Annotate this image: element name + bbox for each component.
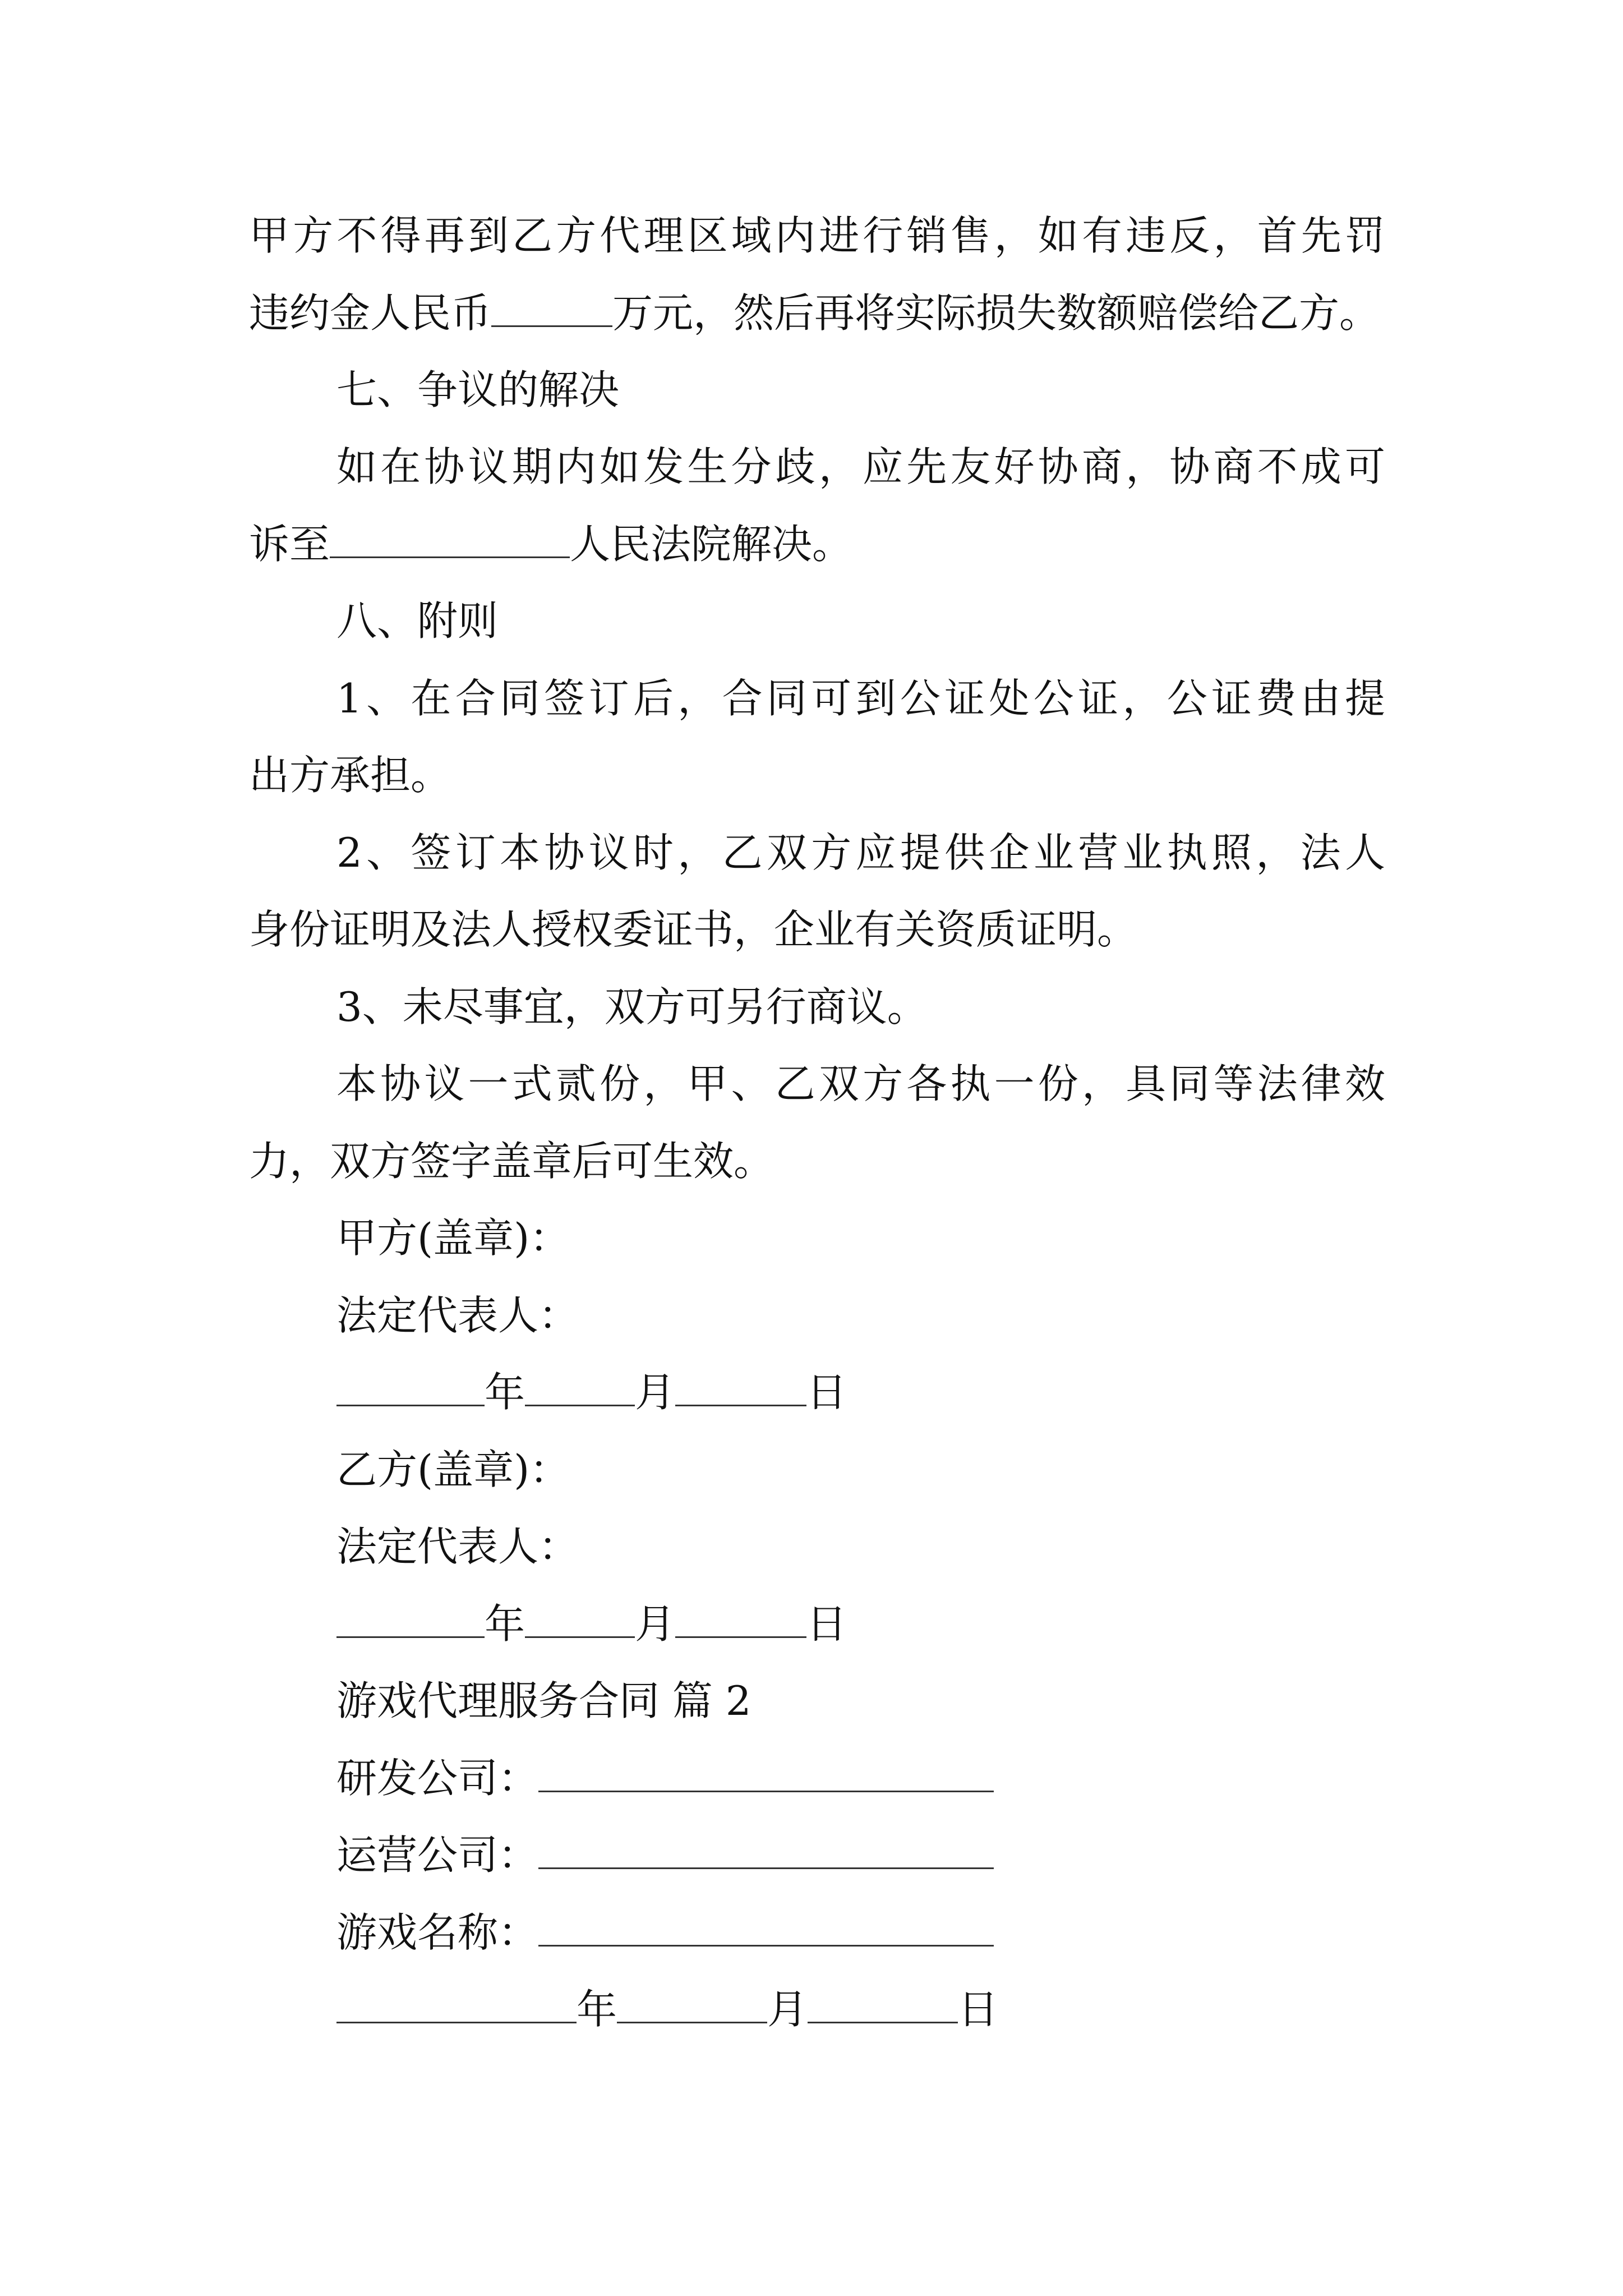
developer-row [336,1750,994,1806]
year-blank [336,1369,485,1406]
paragraph-dispute-line-2 [249,516,852,572]
penalty-text-post: 万元，然后再将实际损失数额赔偿给乙方。 [612,289,1380,337]
month-blank [525,1600,635,1638]
operator-blank [538,1832,994,1869]
court-blank [330,521,570,558]
month-blank [525,1369,635,1406]
dispute-text-post: 人民法院解决。 [570,521,853,568]
item-3: 3、未尽事宜，双方可另行商议。 [336,983,928,1030]
party-a-date-line [336,1364,847,1420]
day-blank [808,1986,958,2023]
party-a-seal-label: 甲方(盖章)： [336,1214,570,1262]
year-blank [336,1600,485,1638]
dispute-text-pre: 诉至 [249,521,330,568]
contract-2-date-line [336,1981,998,2037]
year-label: 年 [577,1986,617,2033]
day-label: 日 [958,1986,999,2033]
item-1-line-1: 1、在合同签订后，合同可到公证处公证，公证费由提 [336,675,1385,722]
party-b-date-line [336,1596,847,1652]
heading-dispute-resolution: 七、争议的解决 [336,366,620,413]
paragraph-copies-line-2: 力，双方签字盖章后可生效。 [249,1138,774,1185]
day-label: 日 [806,1600,847,1648]
heading-supplementary: 八、附则 [336,597,499,645]
year-blank [336,1986,577,2023]
paragraph-dispute-line-1: 如在协议期内如发生分歧，应先友好协商，协商不成可 [336,443,1385,490]
item-1-line-2: 出方承担。 [249,752,451,799]
paragraph-penalty-line-2 [249,285,1380,341]
paragraph-copies-line-1: 本协议一式贰份，甲、乙双方各执一份，具同等法律效 [336,1060,1385,1107]
day-blank [675,1369,806,1406]
party-b-seal-label: 乙方(盖章)： [336,1446,570,1493]
day-blank [675,1600,806,1638]
item-2-line-2: 身份证明及法人授权委证书，企业有关资质证明。 [249,906,1138,953]
party-a-representative-label: 法定代表人： [336,1292,579,1339]
game-name-label: 游戏名称： [336,1909,539,1956]
operator-row [336,1827,994,1883]
developer-blank [538,1755,994,1792]
developer-label: 研发公司： [336,1755,539,1802]
month-label: 月 [767,1986,808,2033]
operator-label: 运营公司： [336,1832,539,1879]
penalty-text-pre: 违约金人民币 [249,289,492,337]
month-label: 月 [635,1369,676,1416]
paragraph-penalty-line-1: 甲方不得再到乙方代理区域内进行销售，如有违反，首先罚 [249,212,1385,259]
month-label: 月 [635,1600,676,1648]
game-name-blank [538,1909,994,1947]
contract-2-title: 游戏代理服务合同 篇 2 [336,1677,751,1724]
year-label: 年 [485,1600,525,1648]
day-label: 日 [806,1369,847,1416]
party-b-representative-label: 法定代表人： [336,1523,579,1570]
month-blank [617,1986,767,2023]
year-label: 年 [485,1369,525,1416]
item-2-line-1: 2、签订本协议时，乙双方应提供企业营业执照，法人 [336,829,1385,876]
penalty-amount-blank [491,289,612,327]
game-name-row [336,1904,994,1961]
